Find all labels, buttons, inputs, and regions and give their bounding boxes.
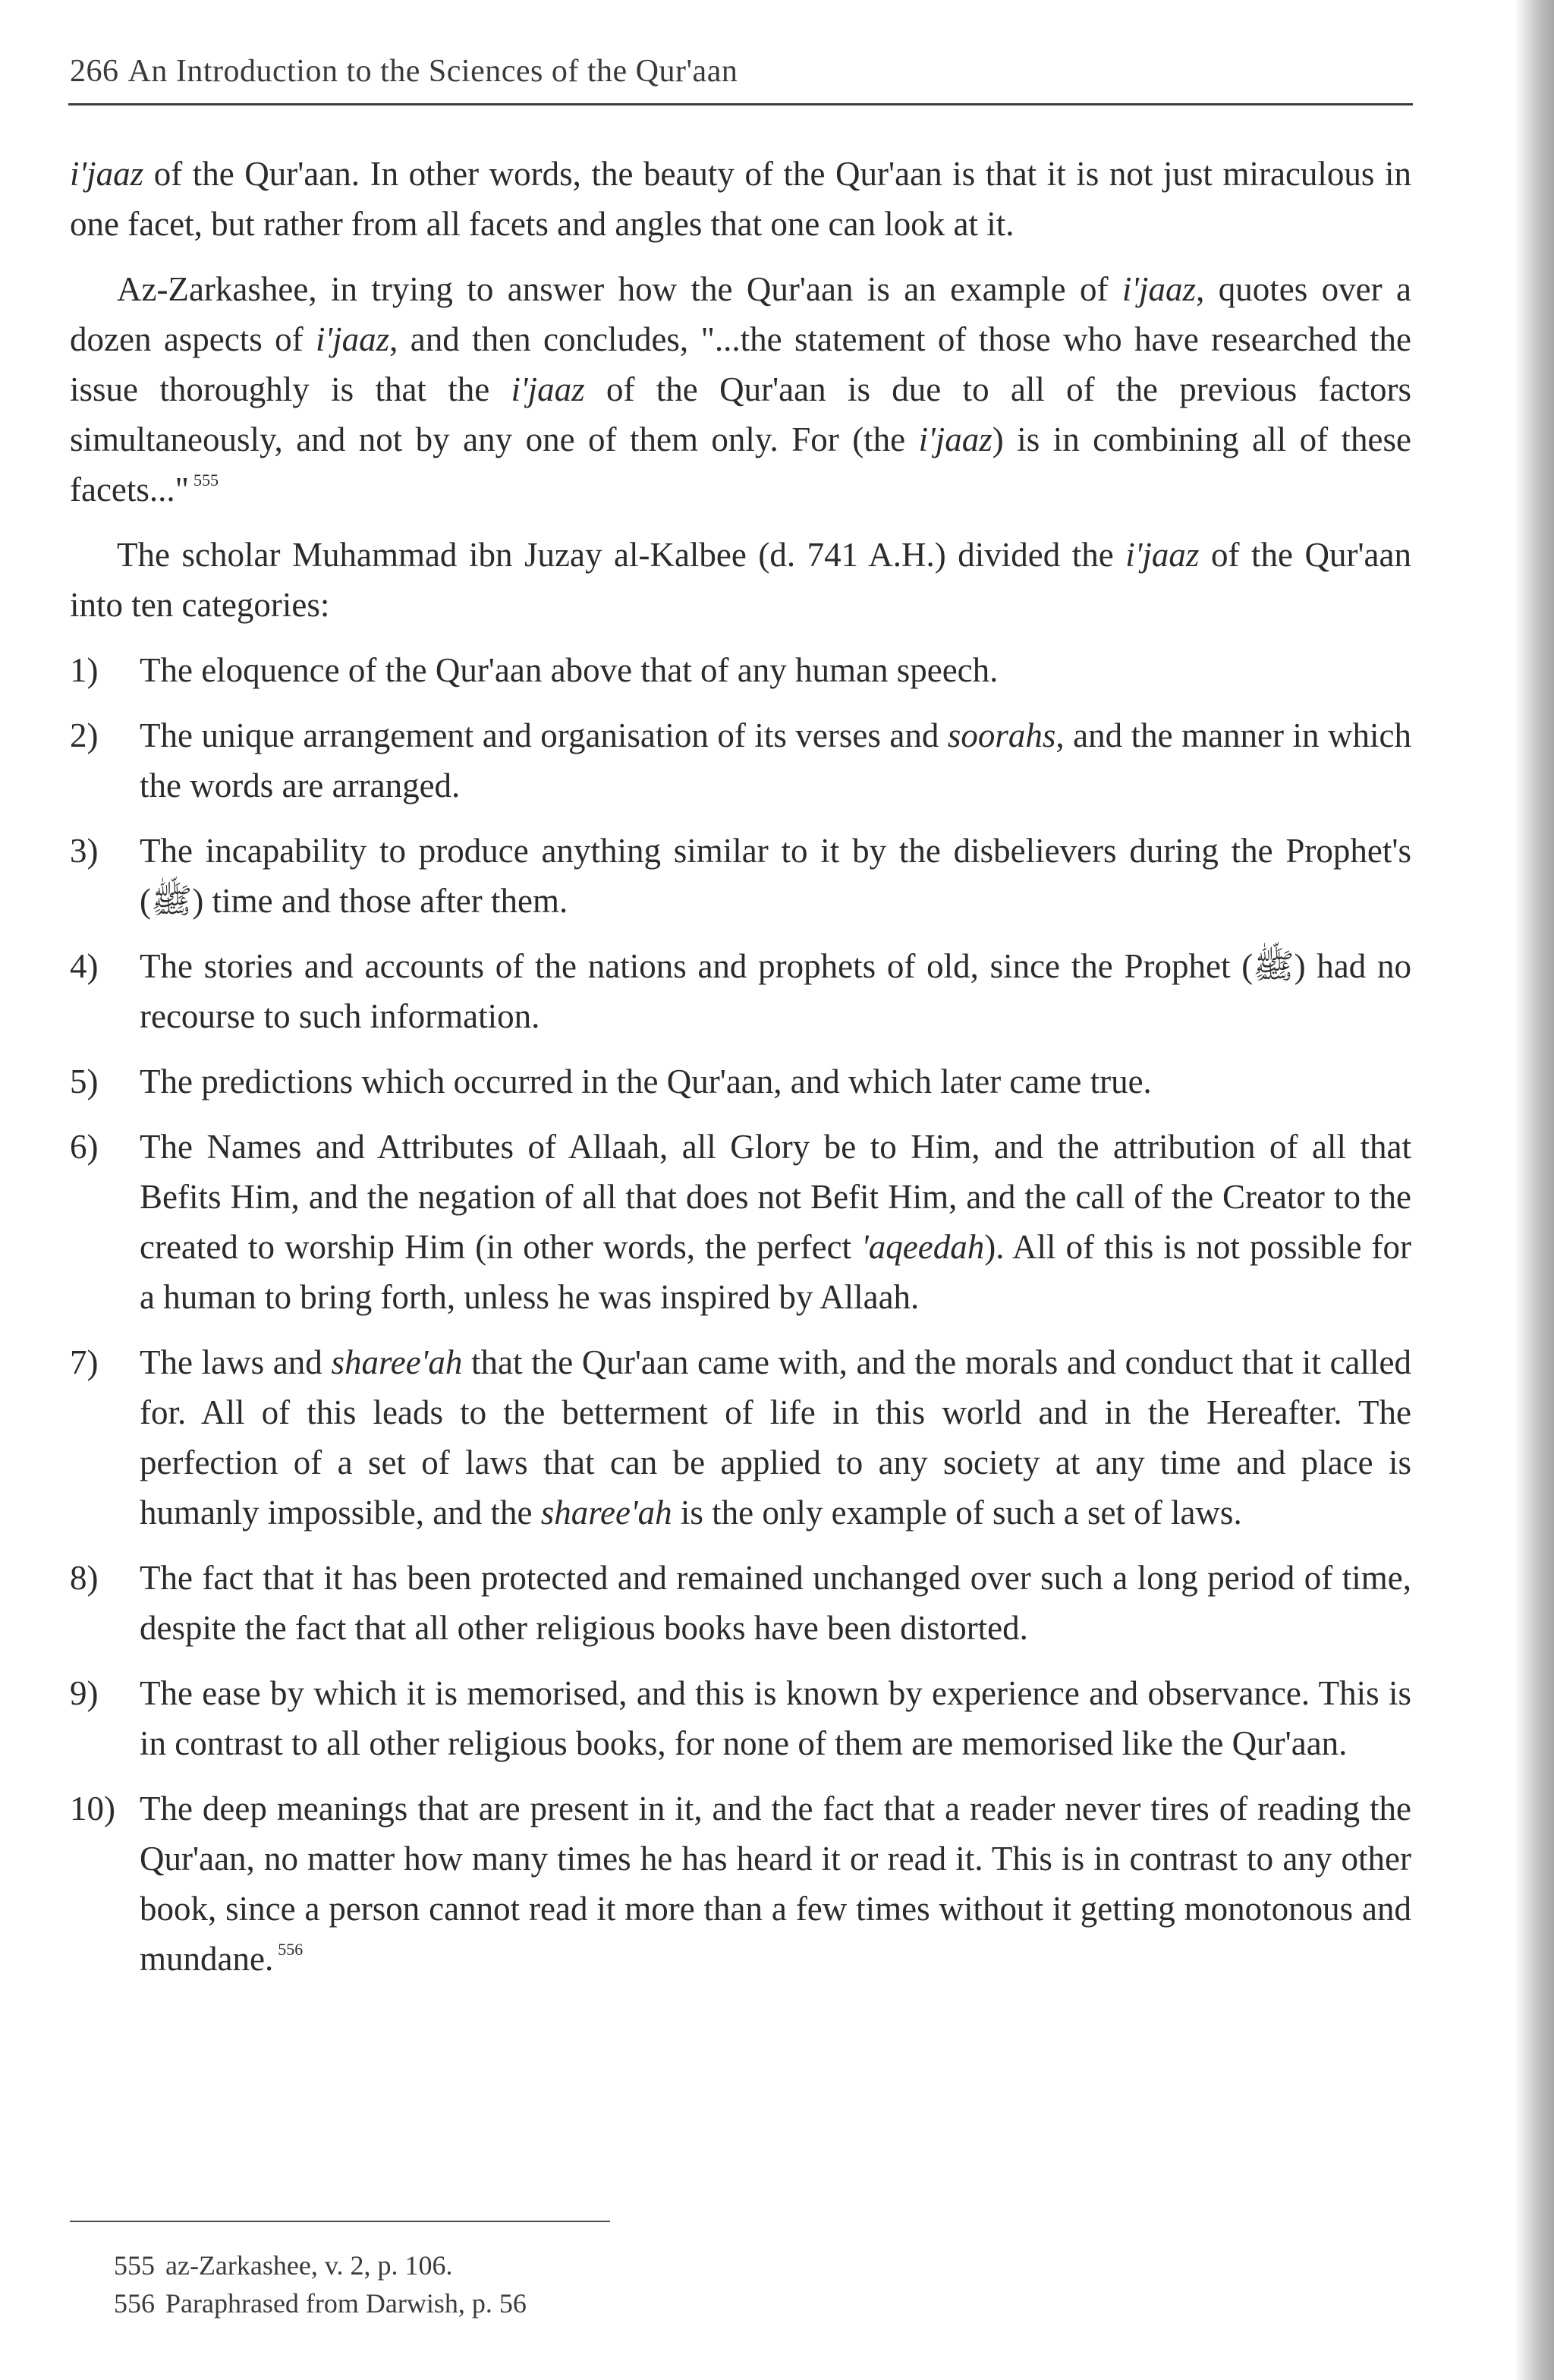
- item-text: is the only example of such a set of laws.: [672, 1494, 1242, 1532]
- header-rule: [68, 103, 1413, 105]
- item-text: The stories and accounts of the nations and prophets of old, since the Prophet (ﷺ) had no recourse to such information.: [140, 947, 1411, 1035]
- term-soorahs: soorahs: [947, 716, 1056, 754]
- book-title: An Introduction to the Sciences of the Qur'aan: [127, 54, 738, 89]
- item-text: The ease by which it is memorised, and this is known by experience and observance. This is in contrast to all other religious books, for none of them are memorised like the Qur'aan.: [140, 1674, 1411, 1762]
- item-number: 2): [70, 716, 99, 754]
- term-ijaaz: i'jaaz: [918, 420, 992, 458]
- list-item: [70, 1783, 1411, 1984]
- term-aqeedah: 'aqeedah: [861, 1228, 985, 1266]
- list-item: [70, 1056, 1411, 1107]
- item-number: 4): [70, 947, 99, 985]
- list-item: [70, 1553, 1411, 1653]
- item-text: , and the manner in which the words are arranged.: [140, 716, 1411, 804]
- item-number: 3): [70, 832, 99, 870]
- footnote-number: 556: [114, 2288, 155, 2319]
- footnote-ref-556[interactable]: 556: [278, 1940, 304, 1959]
- list-item: [70, 826, 1411, 926]
- paragraph-text: , quotes over a dozen aspects of: [70, 270, 1411, 358]
- item-number: 8): [70, 1559, 99, 1597]
- paragraph-text: of the Qur'aan is due to all of the previous factors simultaneously, and not by any one of them only. For (the: [70, 370, 1411, 458]
- paragraph-text: The scholar Muhammad ibn Juzay al-Kalbee (d. 741 A.H.) divided the: [117, 536, 1126, 574]
- list-item: [70, 1122, 1411, 1322]
- list-item: [70, 1337, 1411, 1538]
- paragraph-1: [70, 149, 1411, 249]
- paragraph-text: of the Qur'aan into ten categories:: [70, 536, 1411, 624]
- footnote-ref-555[interactable]: 555: [193, 471, 219, 490]
- term-shareeah: sharee'ah: [331, 1343, 463, 1381]
- body-text: [70, 149, 1411, 1999]
- page-number: 266: [70, 54, 119, 89]
- paragraph-text: , and then concludes, "...the statement of those who have researched the issue thoroughly is that the: [70, 320, 1411, 408]
- item-text: The unique arrangement and organisation of its verses and: [140, 716, 948, 754]
- item-text: The laws and: [140, 1343, 332, 1381]
- list-item: [70, 710, 1411, 811]
- term-ijaaz: i'jaaz: [70, 155, 144, 193]
- paragraph-3: [70, 530, 1411, 630]
- page-edge-shadow: [1515, 0, 1554, 2380]
- item-text: that the Qur'aan came with, and the morals and conduct that it called for. All of this leads to the betterment of life in this world and in the Hereafter. The perfection of a set of laws that can be applied to any society at any time and place is humanly impossible, and the: [140, 1343, 1412, 1532]
- footnote-text: az-Zarkashee, v. 2, p. 106.: [165, 2250, 453, 2281]
- footnote-556: [114, 2284, 527, 2322]
- term-ijaaz: i'jaaz: [1125, 536, 1200, 574]
- item-number: 9): [70, 1674, 99, 1712]
- footnotes: [114, 2246, 527, 2322]
- footnote-555: [114, 2246, 527, 2284]
- item-text: The incapability to produce anything similar to it by the disbelievers during the Prophet's (ﷺ) time and those after them.: [140, 832, 1411, 920]
- paragraph-text: Az-Zarkashee, in trying to answer how the Qur'aan is an example of: [117, 270, 1122, 308]
- term-ijaaz: i'jaaz: [316, 320, 390, 358]
- footnote-rule: [70, 2221, 610, 2222]
- list-item: [70, 1668, 1411, 1768]
- paragraph-2: [70, 264, 1411, 515]
- term-ijaaz: i'jaaz: [511, 370, 585, 408]
- categories-list: [70, 645, 1411, 1984]
- item-number: 10): [70, 1790, 115, 1828]
- item-text: The predictions which occurred in the Qur'aan, and which later came true.: [140, 1062, 1152, 1100]
- item-number: 7): [70, 1343, 99, 1381]
- footnote-number: 555: [114, 2250, 155, 2281]
- item-number: 5): [70, 1062, 99, 1100]
- term-shareeah: sharee'ah: [540, 1494, 672, 1532]
- running-head: [70, 53, 738, 90]
- item-text: ). All of this is not possible for a human to bring forth, unless he was inspired by Allaah.: [140, 1228, 1411, 1316]
- item-number: 6): [70, 1128, 99, 1166]
- item-text: The eloquence of the Qur'aan above that of any human speech.: [140, 651, 999, 689]
- paragraph-text: ) is in combining all of these facets...": [70, 420, 1411, 508]
- list-item: [70, 645, 1411, 695]
- paragraph-text: of the Qur'aan. In other words, the beauty of the Qur'aan is that it is not just miraculous in one facet, but rather from all facets and angles that one can look at it.: [70, 155, 1411, 243]
- item-number: 1): [70, 651, 99, 689]
- item-text: The deep meanings that are present in it, and the fact that a reader never tires of reading the Qur'aan, no matter how many times he has heard it or read it. This is in contrast to any other book, since a person cannot read it more than a few times without it getting monotonous and mundane.: [140, 1790, 1411, 1978]
- term-ijaaz: i'jaaz: [1121, 270, 1197, 308]
- footnote-text: Paraphrased from Darwish, p. 56: [165, 2288, 527, 2319]
- item-text: The fact that it has been protected and remained unchanged over such a long period of time, despite the fact that all other religious books have been distorted.: [140, 1559, 1411, 1647]
- list-item: [70, 941, 1411, 1041]
- item-text: The Names and Attributes of Allaah, all Glory be to Him, and the attribution of all that Befits Him, and the negation of all that does not Befit Him, and the call of the Creator to the created to worship Him (in other words, the perfect: [140, 1128, 1411, 1266]
